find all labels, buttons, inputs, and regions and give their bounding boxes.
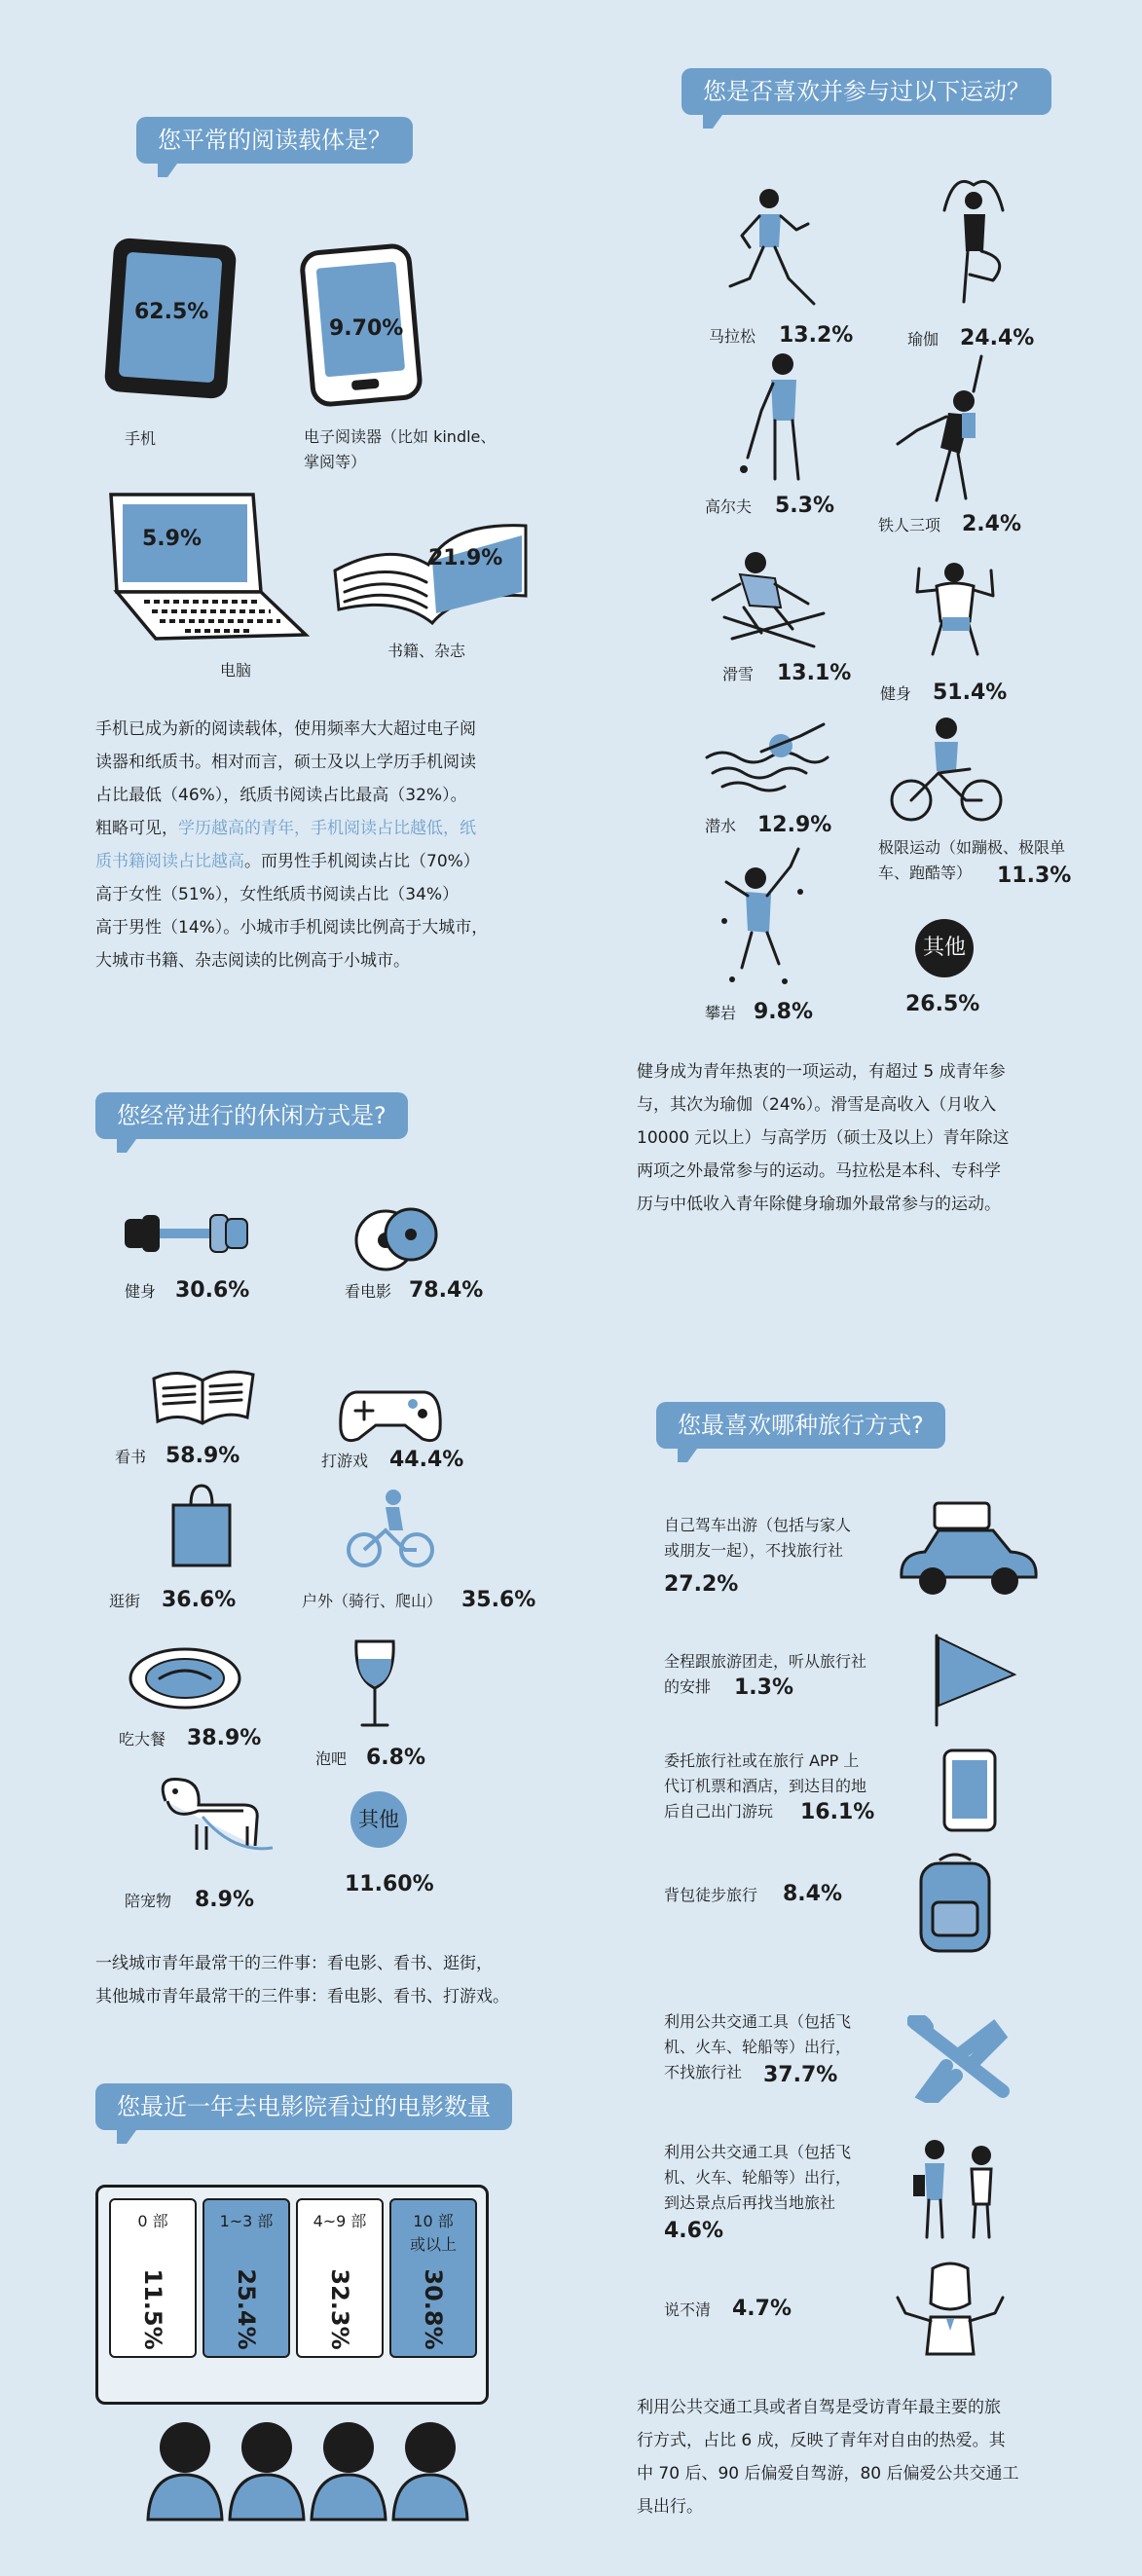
reading-paragraph-line: 粗略可见，学历越高的青年，手机阅读占比越低，纸 xyxy=(95,819,476,838)
leisure-value-pets: 8.9% xyxy=(195,1888,255,1912)
travel-paragraph xyxy=(637,2391,1075,2523)
airplane-icon xyxy=(907,2015,1014,2103)
film-reel-icon xyxy=(347,1199,444,1277)
travel-value-backpack: 8.4% xyxy=(783,1882,843,1906)
leisure-label-bar: 泡吧 xyxy=(315,1749,348,1768)
sports-paragraph-line: 两项之外最常参与的运动。马拉松是本科、专科学 xyxy=(637,1161,1001,1181)
reading-paragraph-line: 手机已成为新的阅读载体，使用频率大大超过电子阅 xyxy=(95,719,476,739)
pennant-icon xyxy=(931,1632,1018,1729)
reading-question: 您平常的阅读载体是？ xyxy=(136,117,413,164)
backpack-icon xyxy=(911,1850,999,1957)
laptop-icon xyxy=(97,487,312,647)
travel-label-backpack: 背包徒步旅行 xyxy=(664,1886,758,1904)
sport-label-yoga: 瑜伽 xyxy=(907,330,939,349)
sports-paragraph-line: 历与中低收入青年除健身瑜珈外最常参与的运动。 xyxy=(637,1195,1001,1214)
reading-label-phone: 手机 xyxy=(125,429,157,448)
sports-paragraph xyxy=(637,1055,1065,1221)
movie-tile-value: 30.8% xyxy=(420,2268,447,2350)
leisure-label-shopping: 逛街 xyxy=(109,1592,141,1610)
skier-icon xyxy=(705,545,831,652)
travel-value-public-transport: 37.7% xyxy=(763,2063,838,2087)
leisure-value-bar: 6.8% xyxy=(366,1746,426,1770)
bodybuilder-icon xyxy=(900,557,1007,664)
leisure-label-dining: 吃大餐 xyxy=(119,1730,166,1748)
car-icon xyxy=(896,1499,1042,1606)
leisure-label-fitness: 健身 xyxy=(125,1282,157,1301)
sport-label-diving: 潜水 xyxy=(705,817,737,835)
travel-value-unsure: 4.7% xyxy=(732,2297,792,2321)
reading-paragraph-line: 高于女性（51%），女性纸质书阅读占比（34%） xyxy=(95,885,460,904)
leisure-value-fitness: 30.6% xyxy=(175,1278,250,1303)
travel-paragraph-line: 中 70 后、90 后偏爱自驾游，80 后偏爱公共交通工 xyxy=(637,2464,1019,2484)
leisure-paragraph xyxy=(95,1947,543,2013)
travel-paragraph-line: 利用公共交通工具或者自驾是受访青年最主要的旅 xyxy=(637,2398,1001,2417)
travel-label-tourgroup: 全程跟旅游团走，听从旅行社 的安排 xyxy=(664,1652,867,1696)
cyclist-icon xyxy=(888,711,1005,828)
sport-value-fitness: 51.4% xyxy=(933,681,1008,705)
other-badge-icon: 其他 xyxy=(915,919,974,977)
gamepad-icon xyxy=(337,1380,444,1449)
sport-value-extreme: 11.3% xyxy=(997,864,1072,888)
travel-value-public-local: 4.6% xyxy=(664,2219,724,2243)
leisure-value-shopping: 36.6% xyxy=(162,1588,237,1612)
dumbbell-icon xyxy=(119,1203,251,1262)
travel-value-selfdrive: 27.2% xyxy=(664,1572,739,1597)
movie-tile-3 xyxy=(389,2198,477,2358)
reading-value-book: 21.9% xyxy=(428,546,503,570)
leisure-label-movie: 看电影 xyxy=(345,1282,392,1301)
movie-tile-label: 1~3 部 xyxy=(219,2212,274,2230)
travel-label-agency-app: 委托旅行社或在旅行 APP 上 代订机票和酒店，到达目的地 后自己出门游玩 xyxy=(664,1751,867,1821)
travel-label-public-transport: 利用公共交通工具（包括飞 机、火车、轮船等）出行， 不找旅行社 xyxy=(664,2012,852,2081)
movie-tile-value: 25.4% xyxy=(233,2268,260,2350)
leisure-label-pets: 陪宠物 xyxy=(125,1892,172,1910)
reading-paragraph xyxy=(95,713,524,977)
movie-tile-1 xyxy=(203,2198,290,2358)
sport-value-golf: 5.3% xyxy=(775,494,835,518)
sport-label-triathlon: 铁人三项 xyxy=(878,516,941,534)
leisure-label-reading: 看书 xyxy=(115,1448,147,1466)
travel-paragraph-line: 具出行。 xyxy=(637,2497,703,2517)
movie-tile-value: 11.5% xyxy=(139,2268,166,2350)
sports-paragraph-line: 健身成为青年热衷的一项运动，有超过 5 成青年参 xyxy=(637,1062,1006,1082)
dog-icon xyxy=(146,1772,282,1869)
audience-icon xyxy=(144,2414,475,2521)
reading-highlight: 质书籍阅读占比越高 xyxy=(95,852,244,871)
leisure-paragraph-line: 其他城市青年最常干的三件事：看电影、看书、打游戏。 xyxy=(95,1987,509,2006)
bicycle-icon xyxy=(347,1488,434,1569)
travel-label-public-local: 利用公共交通工具（包括飞 机、火车、轮船等）出行， 到达景点后再找当地旅社 xyxy=(664,2143,852,2212)
travelers-icon xyxy=(905,2136,1013,2243)
movie-tile-0 xyxy=(109,2198,197,2358)
sport-value-other: 26.5% xyxy=(905,992,980,1016)
movie-tile-label: 0 部 xyxy=(137,2212,168,2230)
sport-value-yoga: 24.4% xyxy=(960,326,1035,350)
sport-label-marathon: 马拉松 xyxy=(709,327,756,346)
reading-paragraph-line: 高于男性（14%）。小城市手机阅读比例高于大城市， xyxy=(95,918,489,938)
reading-label-book: 书籍、杂志 xyxy=(387,642,466,660)
sports-question: 您是否喜欢并参与过以下运动？ xyxy=(682,68,1051,115)
reading-paragraph-line: 大城市书籍、杂志阅读的比例高于小城市。 xyxy=(95,951,410,971)
movie-tile-label: 10 部 或以上 xyxy=(409,2212,457,2254)
yoga-icon xyxy=(925,166,1022,312)
leisure-value-dining: 38.9% xyxy=(187,1726,262,1750)
leisure-value-gaming: 44.4% xyxy=(389,1448,464,1472)
sport-label-ski: 滑雪 xyxy=(722,665,755,683)
sport-label-golf: 高尔夫 xyxy=(705,497,753,516)
sport-value-triathlon: 2.4% xyxy=(962,512,1022,536)
reading-highlight: 学历越高的青年，手机阅读占比越低，纸 xyxy=(178,819,476,838)
sport-value-diving: 12.9% xyxy=(757,813,832,837)
movie-tile-value: 32.3% xyxy=(326,2268,353,2350)
sport-label-extreme: 极限运动（如蹦极、极限单 车、跑酷等） xyxy=(878,838,1066,882)
runner-icon xyxy=(720,185,818,312)
movies-question: 您最近一年去电影院看过的电影数量 xyxy=(95,2083,512,2130)
travel-label-unsure: 说不清 xyxy=(664,2300,712,2319)
travel-value-tourgroup: 1.3% xyxy=(734,1675,794,1700)
movie-tile-label: 4~9 部 xyxy=(313,2212,367,2230)
reading-value-laptop: 5.9% xyxy=(142,527,203,551)
reading-paragraph-line: 占比最低（46%），纸质书阅读占比最高（32%）。 xyxy=(95,786,467,805)
sport-value-climbing: 9.8% xyxy=(754,1000,814,1024)
leisure-other-badge-icon: 其他 xyxy=(350,1791,407,1848)
climber-icon xyxy=(713,843,810,989)
dinner-plate-icon xyxy=(127,1641,243,1711)
leisure-value-movie: 78.4% xyxy=(409,1278,484,1303)
leisure-value-other: 11.60% xyxy=(345,1872,434,1896)
leisure-label-gaming: 打游戏 xyxy=(321,1452,369,1470)
sport-value-marathon: 13.2% xyxy=(779,323,854,348)
travel-label-selfdrive: 自己驾车出游（包括与家人 或朋友一起），不找旅行社 xyxy=(664,1516,852,1560)
reading-label-laptop: 电脑 xyxy=(220,661,252,680)
sport-label-climbing: 攀岩 xyxy=(705,1004,737,1022)
reading-value-ereader: 9.70% xyxy=(329,316,404,341)
shrugging-man-icon xyxy=(892,2259,1009,2356)
triathlon-icon xyxy=(888,352,1005,508)
golfer-icon xyxy=(728,350,826,487)
leisure-question: 您经常进行的休闲方式是? xyxy=(95,1092,408,1139)
open-book-icon xyxy=(150,1363,257,1431)
reading-paragraph-line: 质书籍阅读占比越高。而男性手机阅读占比（70%） xyxy=(95,852,480,871)
travel-value-agency-app: 16.1% xyxy=(800,1800,875,1824)
sports-paragraph-line: 与，其次为瑜伽（24%）。滑雪是高收入（月收入 xyxy=(637,1095,997,1115)
sports-paragraph-line: 10000 元以上）与高学历（硕士及以上）青年除这 xyxy=(637,1128,1010,1148)
travel-question: 您最喜欢哪种旅行方式? xyxy=(656,1402,945,1449)
leisure-paragraph-line: 一线城市青年最常干的三件事：看电影、看书、逛街， xyxy=(95,1954,493,1973)
travel-paragraph-line: 行方式，占比 6 成，反映了青年对自由的热爱。其 xyxy=(637,2431,1006,2450)
sport-label-fitness: 健身 xyxy=(880,684,912,703)
travel-app-phone-icon xyxy=(940,1747,999,1834)
sport-value-ski: 13.1% xyxy=(777,661,852,685)
reading-value-phone: 62.5% xyxy=(134,300,209,324)
shopping-bag-icon xyxy=(167,1482,236,1569)
leisure-value-reading: 58.9% xyxy=(166,1444,240,1468)
leisure-label-outdoor: 户外（骑行、爬山） xyxy=(302,1592,443,1610)
leisure-value-outdoor: 35.6% xyxy=(461,1588,536,1612)
swimmer-icon xyxy=(703,718,829,796)
movie-tile-2 xyxy=(296,2198,384,2358)
reading-label-ereader: 电子阅读器（比如 kindle、 掌阅等） xyxy=(304,427,497,471)
wine-glass-icon xyxy=(350,1636,399,1733)
reading-paragraph-line: 读器和纸质书。相对而言，硕士及以上学历手机阅读 xyxy=(95,753,476,772)
